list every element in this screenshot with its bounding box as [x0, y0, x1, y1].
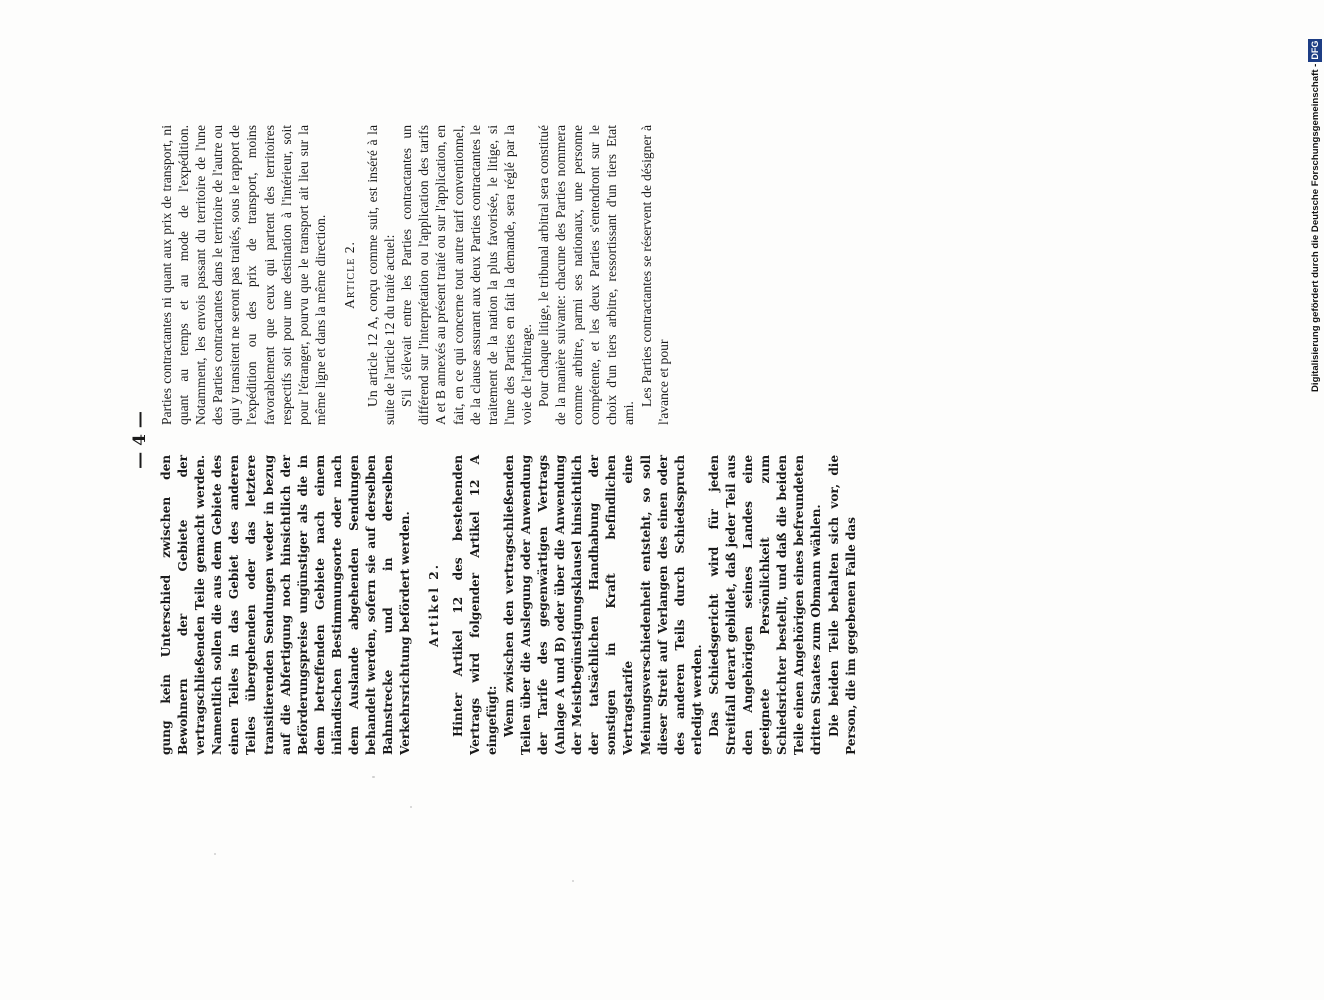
french-paragraph-4: Pour chaque litige, le tribunal arbitral sera constitué de la manière suivante: chacune des Parties nommera comme arbitre, parmi ses nationaux, une personne compétente, et les deux Parties s'entendront sur le choix d'un tiers arbitre, ressortissant d'un tiers Etat ami.: [535, 125, 637, 425]
german-paragraph-3: Wenn zwischen den vertragschließenden Teilen über die Auslegung oder Anwendung der Tarife des gegenwärtigen Vertrags (Anlage A und B) oder über die Anwendung der Meistbegünstigungsklausel hinsichtlich der tatsächlichen Handhabung der sonstigen in Kraft befindlichen Vertragstarife eine Meinungsverschiedenheit entsteht, so soll dieser Streit auf Verlangen des einen oder des anderen Teils durch Schiedsspruch erledigt werden.: [501, 455, 704, 755]
scan-speck: [372, 776, 375, 778]
german-paragraph-2: Hinter Artikel 12 des bestehenden Vertrags wird folgender Artikel 12 A eingefügt:: [450, 455, 499, 755]
german-paragraph-5: Die beiden Teile behalten sich vor, die Person, die im gegebenen Falle das: [826, 455, 858, 755]
french-paragraph-3: S'il s'élevait entre les Parties contractantes un différend sur l'interprétation ou l'application des tarifs A et B annexés au présent traité ou sur l'application, en fait, en ce qui concerne tout autre tarif conventionnel, de la clause assurant aux deux Parties contractantes le traitement de la nation la plus favorisée, le litige, si l'une des Parties en fait la demande, sera réglé par la voie de l'arbitrage.: [399, 125, 534, 425]
page-number: — 4 —: [130, 411, 150, 469]
dfg-logo: DFG: [1310, 40, 1320, 60]
german-column: [158, 455, 860, 755]
german-article-heading: Artikel 2.: [427, 563, 442, 647]
french-article-heading: Article 2.: [341, 241, 357, 309]
digitization-credit: [1308, 7, 1322, 392]
rotated-text-block: [130, 125, 858, 755]
scan-speck: [410, 806, 412, 808]
french-paragraph-2: Un article 12 A, conçu comme suit, est inséré à la suite de l'article 12 du traité actuel:: [365, 125, 398, 425]
german-paragraph-1: gung kein Unterschied zwischen den Bewohnern der Gebiete der vertragschließenden Teile gemacht werden. Namentlich sollen die aus dem Gebiete des einen Teiles in das Gebiet des anderen Teiles übergehenden oder das letztere transitierenden Sendungen weder in bezug auf die Abfertigung noch hinsichtlich der Beförderungspreise ungünstiger als die in dem betreffenden Gebiete nach einem inländischen Bestimmungsorte oder nach dem Auslande abgehenden Sendungen behandelt werden, sofern sie auf derselben Bahnstrecke und in derselben Verkehrsrichtung befördert werden.: [159, 455, 413, 755]
german-paragraph-4: Das Schiedsgericht wird für jeden Streitfall derart gebildet, daß jeder Teil aus den Angehörigen seines Landes eine geeignete Persönlichkeit zum Schiedsrichter bestellt, und daß die beiden Teile einen Angehörigen eines befreundeten dritten Staates zum Obmann wählen.: [706, 455, 824, 755]
french-paragraph-5: Les Parties contractantes se réservent de désigner à l'avance et pour: [638, 125, 671, 425]
scan-speck: [572, 880, 574, 882]
credit-text: Digitalisierung gefördert durch die Deutsche Forschungsgemeinschaft -: [1310, 63, 1321, 392]
french-column: [158, 125, 672, 425]
french-paragraph-1: Parties contractantes ni quant aux prix de transport, ni quant au temps et au mode de l'expédition. Notamment, les envois passant du territoire de l'une des Parties contractantes dans le territoire de l'autre ou qui y transitent ne seront pas traités, sous le rapport de l'expédition ou des prix de transport, moins favorablement que ceux qui partent des territoires respectifs soit pour une destination à l'intérieur, soit pour l'étranger, pourvu que le transport ait lieu sur la même ligne et dans la même direction.: [159, 125, 328, 425]
scan-speck: [214, 853, 216, 855]
